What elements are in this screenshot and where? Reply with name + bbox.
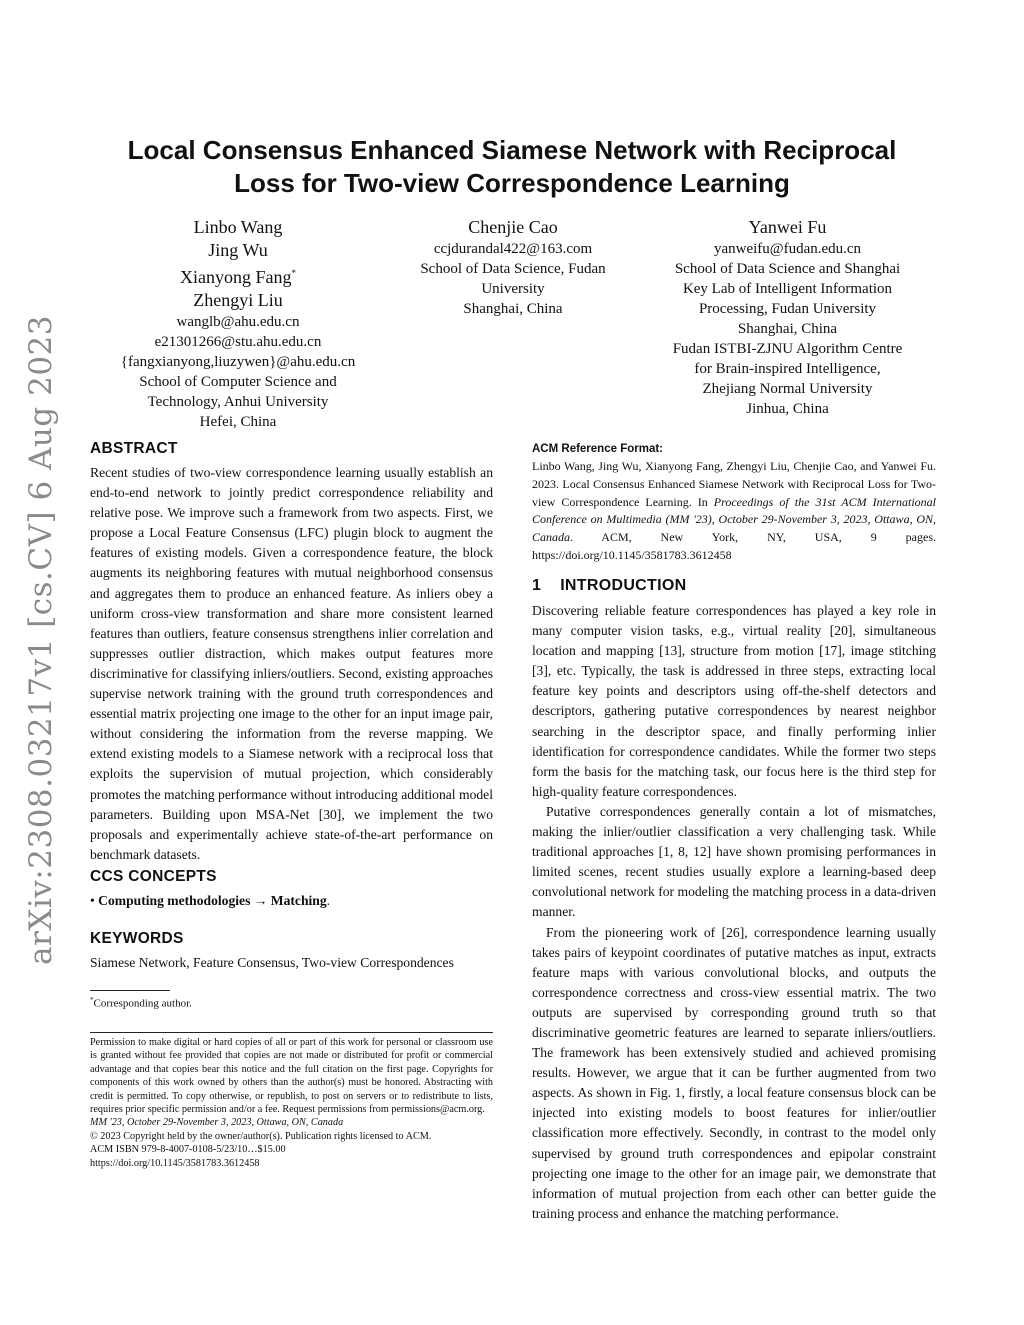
author-name: Jing Wu: [208, 240, 268, 260]
intro-paragraph-2: Putative correspondences generally contain a lot of mismatches, making the inlier/outlier classification a very challenging task. While traditional approaches [1, 8, 12] have shown promising performances in limited scenes, recent studies usually explore a learning-based deep convolutional network for modeling the matching process in a data-driven manner.: [532, 803, 936, 920]
permission-block: [90, 1036, 493, 1170]
author-block-2: [395, 216, 631, 319]
footnote-rule: [90, 990, 170, 991]
ccs-bullet: •: [90, 893, 95, 908]
author-name: Zhengyi Liu: [193, 290, 283, 310]
venue-line: MM '23, October 29-November 3, 2023, Ottawa, ON, Canada: [90, 1117, 344, 1129]
ccs-concepts: • Computing methodologies → Matching.: [90, 893, 331, 908]
author-email: wanglb@ahu.edu.cn: [176, 314, 300, 330]
author-affiliation: Shanghai, China: [463, 301, 563, 317]
author-email: ccjdurandal422@163.com: [433, 241, 593, 257]
acm-reference-text: Linbo Wang, Jing Wu, Xianyong Fang, Zhengyi Liu, Chenjie Cao, and Yanwei Fu. 2023. Local Consensus Enhanced Siamese Network with Reciprocal Loss for Two-view Correspondence Learning. In Proceedings of the 31st ACM International Conference on Multimedia (MM '23), October 29-November 3, 2023, Ottawa, ON, Canada. ACM, New York, NY, USA, 9 pages. https://doi.org/10.1145/3581783.3612458: [532, 459, 936, 562]
ccs-subconcept: Matching: [270, 893, 327, 908]
author-email: e21301266@stu.ahu.edu.cn: [154, 334, 322, 350]
intro-paragraph-3: From the pioneering work of [26], correspondence learning usually takes pairs of keypoint coordinates of putative matches as input, extracts feature maps with various convolutional blocks, and outputs the correspondence correctness and cross-view essential matrix. The two outputs are supervised by corresponding ground truth so that discriminative geometric features are learned to separate inliers/outliers. The framework has been extensively studied and achieved promising results. However, we argue that it can be further augmented from two aspects. As shown in Fig. 1, firstly, a local feature consensus block can be injected into existing models to boost features for inlier/outlier classification more effectively. Secondly, in contrast to the model only supervised by ground truth correspondences and epipolar constraint projecting one image to the other for an image pair, we demonstrate that information of mutual projection from each other can better guide the training process and enhance the matching performance.: [532, 924, 936, 1221]
author-block-1: [90, 216, 386, 432]
keywords-heading: KEYWORDS: [90, 930, 184, 947]
author-affiliation: School of Computer Science and: [139, 374, 337, 390]
footnote: *Corresponding author.: [90, 996, 192, 1010]
author-affiliation: Jinhua, China: [746, 401, 829, 417]
acm-reference-heading: ACM Reference Format:: [532, 443, 663, 455]
author-email: yanweifu@fudan.edu.cn: [713, 241, 862, 257]
author-affiliation: Zhejiang Normal University: [702, 381, 873, 397]
corresponding-mark: *: [291, 268, 296, 278]
abstract-heading: ABSTRACT: [90, 440, 178, 457]
author-affiliation: Shanghai, China: [737, 321, 838, 337]
title-line-1: Local Consensus Enhanced Siamese Network with Reciprocal: [127, 135, 897, 165]
copyright-line: © 2023 Copyright held by the owner/author(s). Publication rights licensed to ACM.: [90, 1130, 432, 1142]
author-affiliation: Hefei, China: [199, 414, 277, 430]
doi-line: https://doi.org/10.1145/3581783.3612458: [90, 1157, 260, 1169]
author-affiliation: Key Lab of Intelligent Information: [682, 281, 893, 297]
author-affiliation: School of Data Science, Fudan: [420, 261, 606, 277]
author-affiliation: School of Data Science and Shanghai: [674, 261, 901, 277]
author-affiliation: Technology, Anhui University: [147, 394, 329, 410]
isbn-line: ACM ISBN 979-8-4007-0108-5/23/10…$15.00: [90, 1144, 286, 1156]
author-name: Linbo Wang: [193, 217, 283, 237]
introduction-body: [532, 601, 936, 1224]
author-affiliation: Processing, Fudan University: [698, 301, 877, 317]
author-block-3: [640, 216, 935, 419]
paper-title: [90, 134, 934, 200]
keywords-text: Siamese Network, Feature Consensus, Two-view Correspondences: [90, 955, 454, 970]
author-name: Yanwei Fu: [748, 217, 827, 237]
ccs-concept: Computing methodologies: [98, 893, 251, 908]
permission-rule: [90, 1032, 493, 1033]
author-affiliation: for Brain-inspired Intelligence,: [694, 361, 881, 377]
abstract-text: Recent studies of two-view correspondence learning usually establish an end-to-end network to jointly predict correspondence reliability and relative pose. We improve such a framework from two aspects. First, we propose a Local Feature Consensus (LFC) plugin block to augment the features of existing models. Given a correspondence feature, the block augments its neighboring features with mutual neighborhood consensus and aggregates them to produce an enhanced feature. As inliers obey a uniform cross-view transformation and share more consistent learned features than outliers, feature consensus strengthens inlier correlation and suppresses outlier distraction, which makes output features more discriminative for classifying inliers/outliers. Second, existing approaches supervise network training with the ground truth correspondences and essential matrix projecting one image to the other for an input image pair, without considering the information from the reverse mapping. We extend existing models to a Siamese network with a reciprocal loss that exploits the supervision of mutual projection, which considerably promotes the matching performance without introducing additional model parameters. Building upon MSA-Net [30], we implement the two proposals and experimentally achieve state-of-the-art performance on benchmark datasets.: [90, 465, 493, 862]
arrow-icon: →: [253, 893, 268, 908]
author-email: {fangxianyong,liuzywen}@ahu.edu.cn: [120, 354, 356, 370]
author-name-corresponding: Xianyong Fang*: [180, 267, 296, 287]
author-affiliation: Fudan ISTBI-ZJNU Algorithm Centre: [672, 341, 903, 357]
title-line-2: Loss for Two-view Correspondence Learning: [234, 168, 790, 198]
introduction-heading: 1 INTRODUCTION: [532, 577, 687, 594]
author-name: Chenjie Cao: [468, 217, 558, 237]
ccs-heading: CCS CONCEPTS: [90, 868, 217, 885]
arxiv-identifier: arXiv:2308.03217v1 [cs.CV] 6 Aug 2023: [23, 315, 59, 965]
permission-text: Permission to make digital or hard copies of all or part of this work for personal or classroom use is granted without fee provided that copies are not made or distributed for profit or commercial advantage and that copies bear this notice and the full citation on the first page. Copyrights for components of this work owned by others than the author(s) must be honored. Abstracting with credit is permitted. To copy otherwise, or republish, to post on servers or to redistribute to lists, requires prior specific permission and/or a fee. Request permissions from permissions@acm.org.: [90, 1037, 493, 1116]
author-affiliation: University: [481, 281, 545, 297]
intro-paragraph-1: Discovering reliable feature correspondences has played a key role in many computer vision tasks, e.g., virtual reality [20], simultaneous location and mapping [13], structure from motion [17], image stitching [3], etc. Typically, the task is addressed in three steps, extracting local feature key points and descriptors using off-the-shelf detectors and descriptors, gathering putative correspondences by nearest neighbor searching in the descriptor space, and finally performing inlier identification for correspondence candidates. While the former two steps form the basis for the matching task, our focus here is the third step for high-quality feature correspondences.: [532, 603, 936, 799]
